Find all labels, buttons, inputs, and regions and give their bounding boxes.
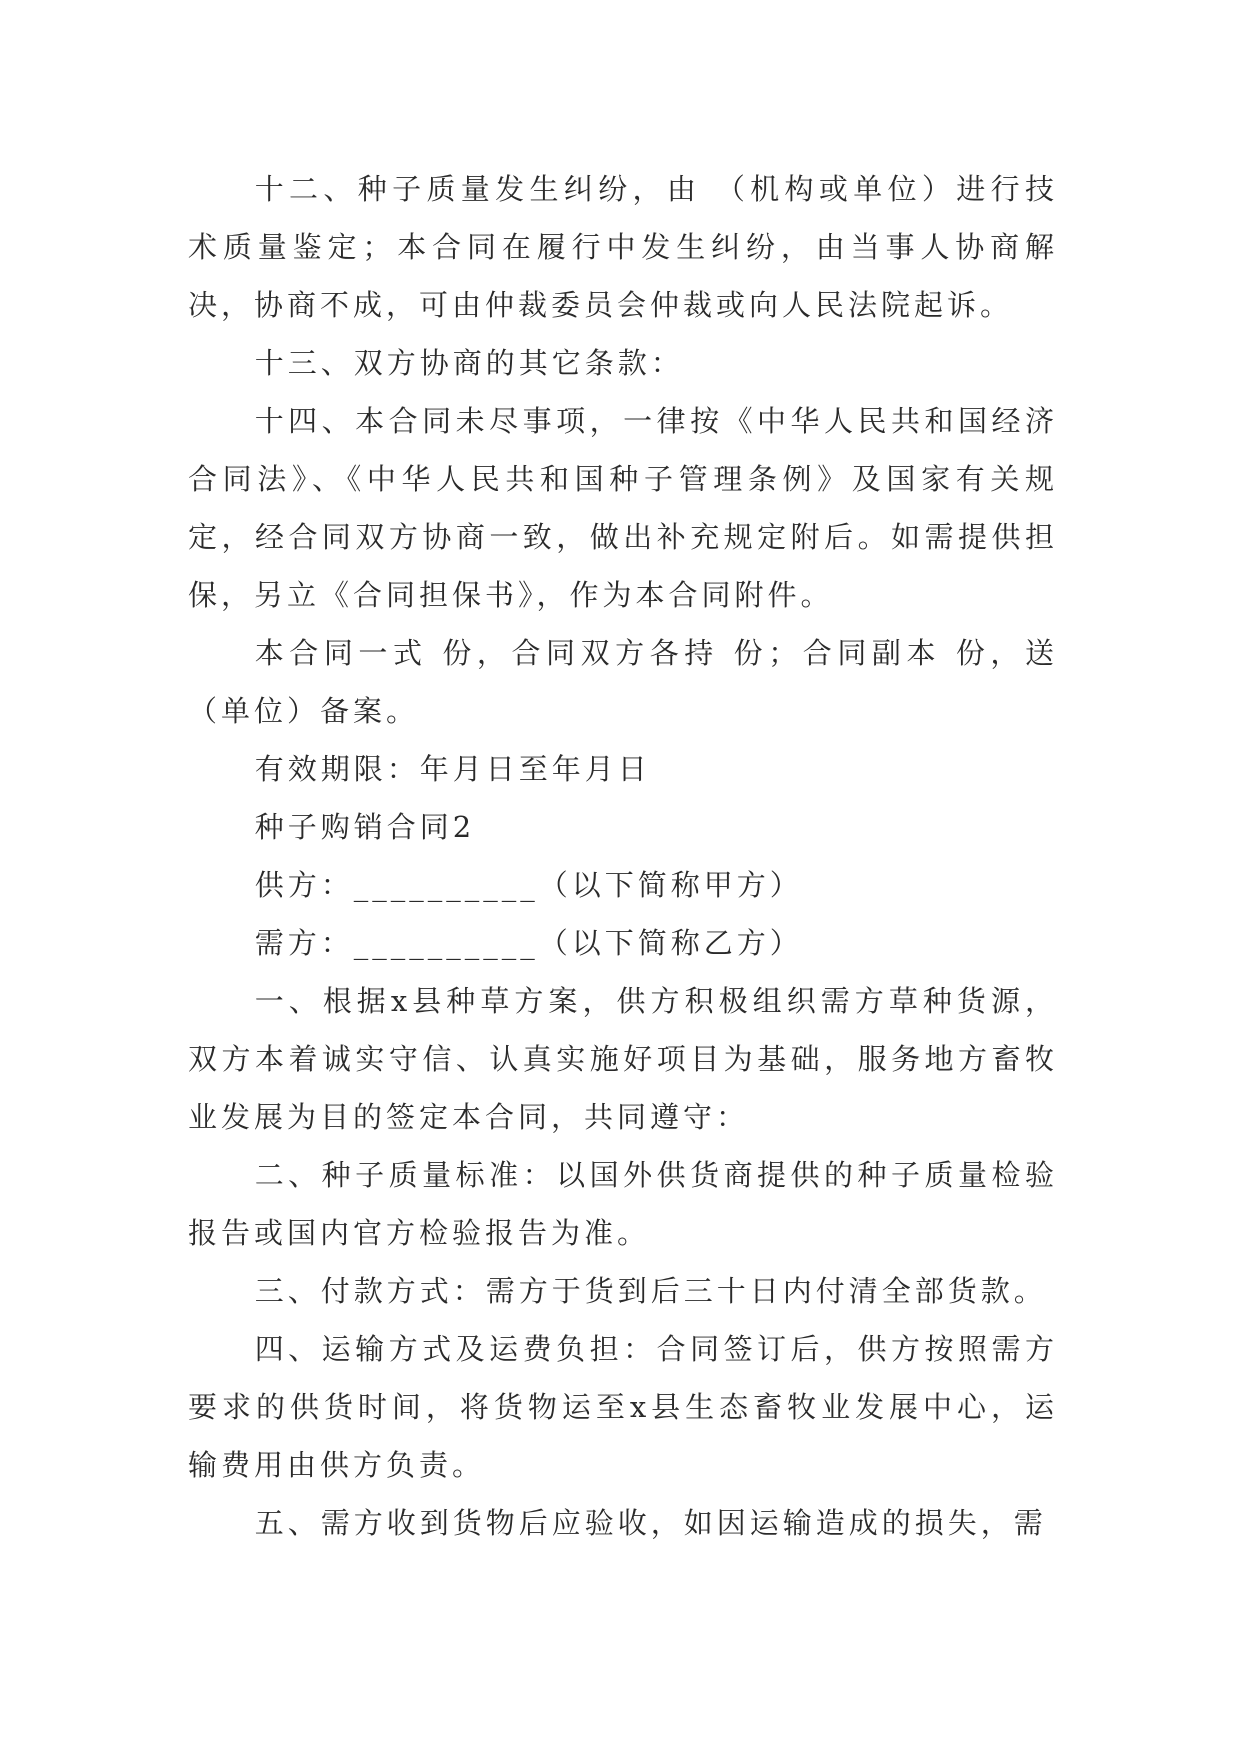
supplier-line: 供方：__________（以下简称甲方） xyxy=(254,868,803,902)
clause-1-basis: 一、根据x县种草方案，供方积极组织需方草种货源，双方本着诚实守信、认真实施好项目为基础，服务地方畜牧业发展为目的签定本合同，共同遵守： xyxy=(188,984,1058,1134)
validity-period: 有效期限：年月日至年月日 xyxy=(254,752,651,786)
copies-clause: 本合同一式 份，合同双方各持 份；合同副本 份，送（单位）备案。 xyxy=(188,636,1058,728)
clause-5-acceptance: 五、需方收到货物后应验收，如因运输造成的损失，需 xyxy=(254,1506,1047,1540)
contract-2-title: 种子购销合同2 xyxy=(254,810,476,844)
clause-3-payment: 三、付款方式：需方于货到后三十日内付清全部货款。 xyxy=(254,1274,1047,1308)
clause-12-dispute: 十二、种子质量发生纠纷，由 （机构或单位）进行技术质量鉴定；本合同在履行中发生纠纷，由当事人协商解决，协商不成，可由仲裁委员会仲裁或向人民法院起诉。 xyxy=(188,172,1058,322)
clause-14-unfinished-matters: 十四、本合同未尽事项，一律按《中华人民共和国经济合同法》、《中华人民共和国种子管理条例》及国家有关规定，经合同双方协商一致，做出补充规定附后。如需提供担保，另立《合同担保书》，作为本合同附件。 xyxy=(188,404,1058,612)
buyer-line: 需方：__________（以下简称乙方） xyxy=(254,926,803,960)
clause-4-transport: 四、运输方式及运费负担：合同签订后，供方按照需方要求的供货时间，将货物运至x县生态畜牧业发展中心，运输费用由供方负责。 xyxy=(188,1332,1058,1482)
document-body xyxy=(188,160,1058,1552)
clause-2-quality-standard: 二、种子质量标准：以国外供货商提供的种子质量检验报告或国内官方检验报告为准。 xyxy=(188,1158,1058,1250)
clause-13-other-terms: 十三、双方协商的其它条款： xyxy=(254,346,684,380)
